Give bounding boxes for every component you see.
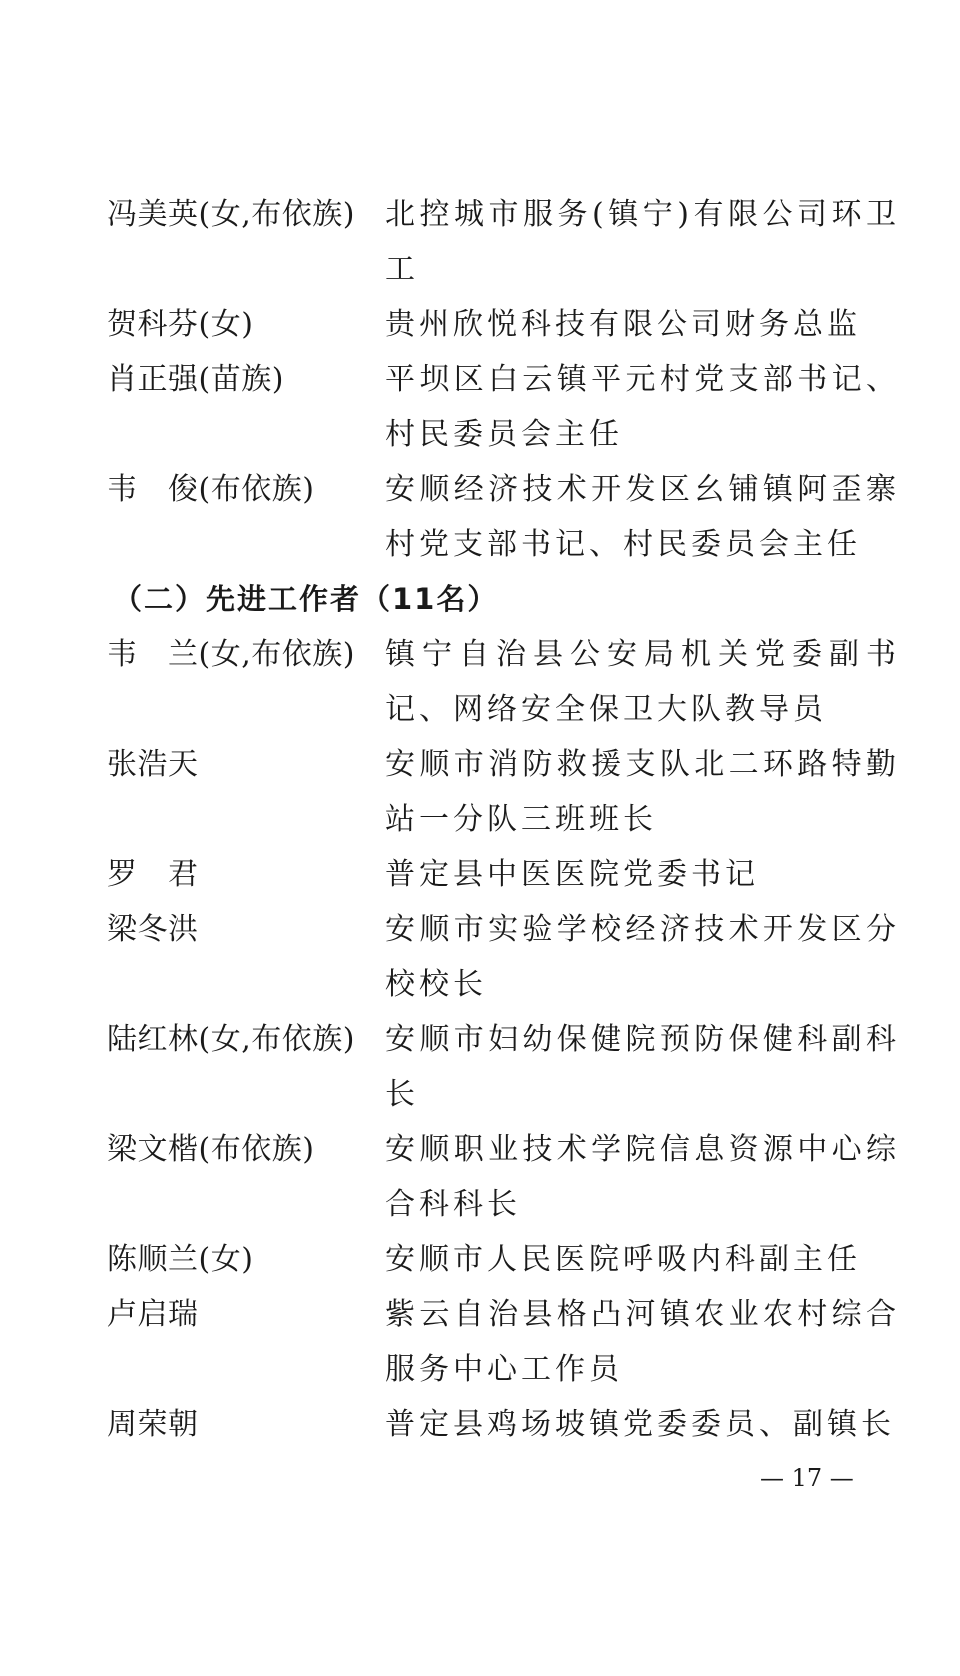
honoree-position: 安顺经济技术开发区幺铺镇阿歪寨村党支部书记、村民委员会主任 bbox=[385, 472, 900, 562]
list-item bbox=[107, 847, 907, 902]
honoree-name: 贺科芬(女) bbox=[107, 307, 254, 342]
honoree-name: 卢启瑞 bbox=[107, 1297, 199, 1332]
list-item bbox=[107, 1012, 907, 1122]
honoree-name: 肖正强(苗族) bbox=[107, 362, 284, 397]
honoree-position: 安顺市实验学校经济技术开发区分校校长 bbox=[385, 912, 900, 1002]
honoree-list bbox=[107, 187, 907, 1452]
honoree-name: 张浩天 bbox=[107, 747, 199, 782]
list-item bbox=[107, 462, 907, 572]
list-item bbox=[107, 352, 907, 462]
honoree-name: 韦 俊(布依族) bbox=[107, 472, 315, 507]
list-item bbox=[107, 737, 907, 847]
list-item bbox=[107, 1397, 907, 1452]
list-item bbox=[107, 1122, 907, 1232]
list-item bbox=[107, 297, 907, 352]
list-item bbox=[107, 627, 907, 737]
list-item bbox=[107, 1287, 907, 1397]
section-heading: （二）先进工作者（11名） bbox=[113, 582, 499, 616]
honoree-name: 周荣朝 bbox=[107, 1407, 199, 1442]
honoree-name: 梁文楷(布依族) bbox=[107, 1132, 315, 1167]
list-item bbox=[107, 902, 907, 1012]
honoree-position: 安顺市消防救援支队北二环路特勤站一分队三班班长 bbox=[385, 747, 900, 837]
honoree-position: 安顺市人民医院呼吸内科副主任 bbox=[385, 1242, 861, 1277]
honoree-name: 罗 君 bbox=[107, 857, 199, 892]
list-item bbox=[107, 1232, 907, 1287]
honoree-name: 韦 兰(女,布依族) bbox=[107, 637, 355, 672]
honoree-position: 紫云自治县格凸河镇农业农村综合服务中心工作员 bbox=[385, 1297, 900, 1387]
honoree-position: 安顺市妇幼保健院预防保健科副科长 bbox=[385, 1022, 900, 1112]
honoree-name: 陈顺兰(女) bbox=[107, 1242, 254, 1277]
honoree-position: 普定县鸡场坡镇党委委员、副镇长 bbox=[385, 1407, 895, 1442]
honoree-position: 安顺职业技术学院信息资源中心综合科科长 bbox=[385, 1132, 900, 1222]
list-item bbox=[107, 187, 907, 297]
honoree-name: 冯美英(女,布依族) bbox=[107, 197, 355, 232]
honoree-name: 梁冬洪 bbox=[107, 912, 199, 947]
honoree-position: 平坝区白云镇平元村党支部书记、村民委员会主任 bbox=[385, 362, 900, 452]
honoree-position: 北控城市服务(镇宁)有限公司环卫工 bbox=[385, 197, 900, 287]
honoree-name: 陆红林(女,布依族) bbox=[107, 1022, 355, 1057]
honoree-position: 普定县中医医院党委书记 bbox=[385, 857, 759, 892]
honoree-position: 贵州欣悦科技有限公司财务总监 bbox=[385, 307, 861, 342]
page-number: — 17 — bbox=[760, 1464, 854, 1492]
honoree-position: 镇宁自治县公安局机关党委副书记、网络安全保卫大队教导员 bbox=[385, 637, 900, 727]
